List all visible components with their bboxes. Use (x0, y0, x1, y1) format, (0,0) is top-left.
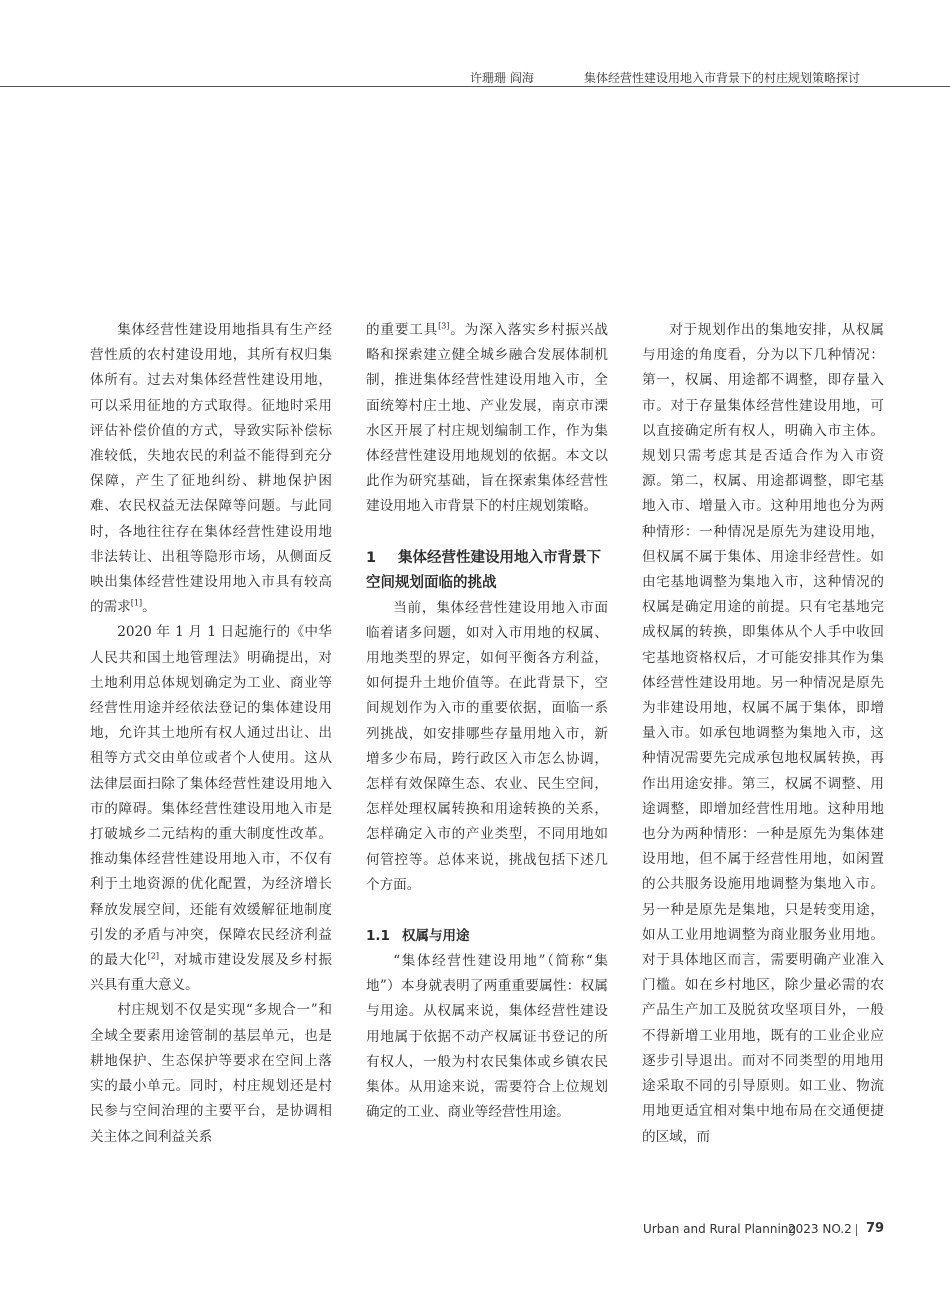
running-header (0, 66, 950, 88)
citation: [2] (147, 951, 160, 961)
paragraph: 村庄规划不仅是实现“多规合一”和全域全要素用途管制的基层单元，也是耕地保护、生态保护等要求在空间上落实的最小单元。同时，村庄规划还是村民参与空间治理的主要平台，是协调相关主体之间利益关系 (90, 1002, 332, 1145)
paragraph-text: 。为深入落实乡村振兴战略和探索建立健全城乡融合发展体制机制，推进集体经营性建设用地入市，全面统筹村庄土地、产业发展，南京市溧水区开展了村庄规划编制工作，作为集体经营性建设用地规划的依据。本文以此作为研究基础，旨在探索集体经营性建设用地入市背景下的村庄规划策略。 (366, 322, 609, 515)
paragraph-text: 2020 年 1 月 1 日起施行的《中华人民共和国土地管理法》明确提出，对土地利用总体规划确定为工业、商业等经营性用途并经依法登记的集体建设用地，允许其土地所有权人通过出让、出租等方式交由单位或者个人使用。这从法律层面扫除了集体经营性建设用地入市的障碍。集体经营性建设用地入市是打破城乡二元结构的重大制度性改革。推动集体经营性建设用地入市，不仅有利于土地资源的优化配置，为经济增长释放发展空间，还能有效缓解征地制度引发的矛盾与冲突，保障农民经济利益的最大化 (90, 624, 332, 969)
subsection-heading (366, 924, 608, 949)
footer-divider (856, 1224, 857, 1236)
text-column-1 (90, 318, 332, 1150)
paragraph-text: 的重要工具 (366, 322, 439, 338)
header-rule (0, 86, 950, 87)
subsection-number: 1.1 (366, 928, 390, 945)
paragraph (90, 318, 332, 620)
section-title: 集体经营性建设用地入市背景下空间规划面临的挑战 (366, 549, 601, 591)
paragraph (90, 620, 332, 998)
page-number: 79 (866, 1221, 885, 1236)
paragraph: 当前，集体经营性建设用地入市面临着诸多问题，如对入市用地的权属、用地类型的界定，如何平衡各方利益，如何提升土地价值等。在此背景下，空间规划作为入市的重要依据，面临一系列挑战，如安排哪些存量用地入市，新增多少布局，跨行政区入市怎么协调，怎样有效保障生态、农业、民生空间，怎样处理权属转换和用途转换的关系，怎样确定入市的产业类型，不同用地如何管控等。总体来说，挑战包括下述几个方面。 (366, 599, 608, 893)
section-number: 1 (366, 549, 377, 566)
paragraph-text: ，对城市建设发展及乡村振兴具有重大意义。 (90, 952, 333, 994)
paragraph: 对于规划作出的集地安排，从权属与用途的角度看，分为以下几种情况：第一，权属、用途都不调整，即存量入市。对于存量集体经营性建设用地，可以直接确定所有权人，明确入市主体。规划只需考虑其是否适合作为入市资源。第二，权属、用途都调整，即宅基地入市、增量入市。这种用地也分为两种情形：一种情况是原先为建设用地，但权属不属于集体、用途非经营性。如由宅基地调整为集地入市，这种情况的权属是确定用途的前提。只有宅基地完成权属的转换，即集体从个人手中收回宅基地资格权后，才可能安排其作为集体经营性建设用地。另一种情况是原先为非建设用地，权属不属于集体，即增量入市。如承包地调整为集地入市，这种情况需要先完成承包地权属转换，再作出用途安排。第三，权属不调整、用途调整，即增加经营性用地。这种用地也分为两种情形：一种是原先为集体建设用地，但不属于经营性用地，如闲置的公共服务设施用地调整为集地入市。另一种是原先是集地，只是转变用途，如从工业用地调整为商业服务业用地。对于具体地区而言，需要明确产业准入门槛。如在乡村地区，除少量必需的农产品生产加工及脱贫攻坚项目外，一般不得新增工业用地，既有的工业企业应逐步引导退出。而对不同类型的用地用途采取不同的引导原则。如工业、物流用地更适宜相对集中地布局在交通便捷的区域，而 (642, 322, 884, 1145)
page-footer (0, 1221, 950, 1241)
journal-name: Urban and Rural Planning (643, 1222, 797, 1236)
journal-issue: 2023 NO.2 (788, 1222, 852, 1236)
text-column-3 (642, 318, 884, 1150)
citation: [1] (130, 598, 143, 608)
subsection-title: 权属与用途 (402, 928, 470, 945)
citation: [3] (438, 321, 450, 331)
paragraph-text: 。 (142, 599, 156, 616)
header-article-title: 集体经营性建设用地入市背景下的村庄规划策略探讨 (584, 71, 861, 85)
paragraph (366, 318, 608, 520)
section-heading (366, 546, 608, 596)
header-authors: 许珊珊 阎海 (470, 71, 534, 85)
text-column-2 (366, 318, 608, 1125)
paragraph-text: 集体经营性建设用地指具有生产经营性质的农村建设用地，其所有权归集体所有。过去对集体经营性建设用地，可以采用征地的方式取得。征地时采用评估补偿价值的方式，导致实际补偿标准较低，失地农民的利益不能得到充分保障，产生了征地纠纷、耕地保护困难、农民权益无法保障等问题。与此同时，各地往往存在集体经营性建设用地非法转让、出租等隐形市场，从侧面反映出集体经营性建设用地入市具有较高的需求 (90, 322, 332, 616)
paragraph: “集体经营性建设用地”（简称“集地”）本身就表明了两重重要属性：权属与用途。从权属来说，集体经营性建设用地属于依据不动产权属证书登记的所有权人，一般为村农民集体或乡镇农民集体。从用途来说，需要符合上位规划确定的工业、商业等经营性用途。 (366, 953, 608, 1121)
